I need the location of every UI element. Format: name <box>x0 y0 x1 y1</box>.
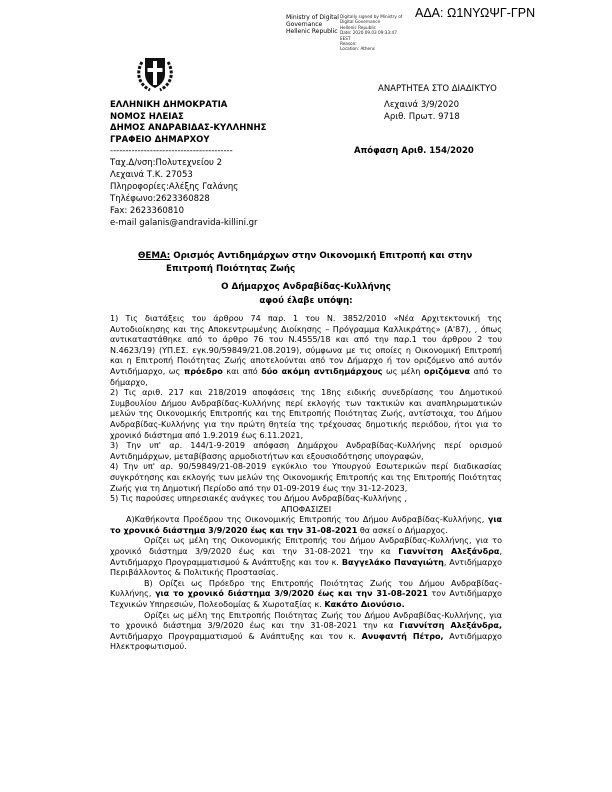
decision-a: Α)Καθήκοντα Προέδρου της Οικονομικής Επιτροπής του Δήμου Ανδραβίδας-Κυλλήνης, για το χρονικό διάστημα 3/9/2020 έως και την 31-08-2021 θα ασκεί ο Δήμαρχος. <box>110 515 502 535</box>
signature-line: Ministry of Digital <box>286 14 339 21</box>
decides-heading: ΑΠΟΦΑΣΙΖΕΙ <box>280 504 332 514</box>
decision-a-members: Ορίζει ως μέλη της Οικονομικής Επιτροπής του Δήμου Ανδραβίδας-Κυλλήνης, για το χρονικό διάστημα 3/9/2020 έως και την 31-08-2021 την κα Γιαννίτση Αλεξάνδρα, Αντιδήμαρχο Προγραμματισμού & Ανάπτυξης και τον κ. Βαγγελάκο Παναγιώτη, Αντιδήμαρχο Περιβάλλοντος & Πολιτικής Προστασίας. <box>110 536 502 578</box>
header-separator: ---------------------------------------- <box>110 146 233 156</box>
signature-line: Hellenic Republic <box>286 28 338 35</box>
coat-of-arms-icon <box>134 52 176 94</box>
signature-detail: Location: Athens <box>340 46 375 52</box>
signature-detail: EEST <box>340 35 351 41</box>
mayor-title: Ο Δήμαρχος Ανδραβίδας-Κυλλήνης <box>221 282 391 292</box>
contact-line: Λεχαινά Τ.Κ. 27053 <box>110 170 193 180</box>
contact-line: e-mail galanis@andravida-killini.gr <box>110 218 258 228</box>
contact-info <box>110 157 258 229</box>
considering-heading: αφού έλαβε υπόψη: <box>259 296 353 306</box>
consideration-5: 5) Τις παρούσες υπηρεσιακές ανάγκες του Δήμου Ανδραβίδας-Κυλλήνης , <box>110 494 407 504</box>
signature-detail: Hellenic Republic <box>340 24 376 30</box>
protocol-number: Αριθ. Πρωτ. 9718 <box>384 111 460 122</box>
header-line: ΕΛΛΗΝΙΚΗ ΔΗΜΟΚΡΑΤΙΑ <box>110 100 228 110</box>
header-line: ΝΟΜΟΣ ΗΛΕΙΑΣ <box>110 111 184 122</box>
decision-b-members: Ορίζει ως μέλη της Επιτροπής Ποιότητας Ζωής του Δήμου Ανδραβίδας-Κυλλήνης, για το χρονικό διάστημα 3/9/2020 έως και την 31-08-2021 την κα Γιαννίτση Αλεξάνδρα, Αντιδήμαρχο Προγραμματισμού & Ανάπτυξης και τον κ. Ανυφαντή Πέτρο, Αντιδήμαρχο Ηλεκτροφωτισμού. <box>110 610 502 652</box>
subject-label: ΘΕΜΑ: <box>138 251 171 261</box>
decision-number: Απόφαση Αριθ. 154/2020 <box>354 146 474 156</box>
consideration-3: 3) Την υπ' αρ. 144/1-9-2019 απόφαση Δημάρχου Ανδραβίδας-Κυλλήνης περί ορισμού Αντιδημάρχων, μεταβίβασης αρμοδιοτήτων και εξουσιοδότησης υπογραφών, <box>110 441 502 461</box>
digital-signature-details <box>340 14 402 52</box>
date-protocol-block <box>384 100 460 123</box>
header-line: ΔΗΜΟΣ ΑΝΔΡΑΒΙΔΑΣ-ΚΥΛΛΗΝΗΣ <box>110 123 267 133</box>
subject-block <box>138 250 472 275</box>
publish-online-label: ΑΝΑΡΤΗΤΕΑ ΣΤΟ ΔΙΑΔΙΚΤΥΟ <box>378 84 497 94</box>
signature-detail: Digital Governance <box>340 19 381 25</box>
consideration-2: 2) Τις αριθ. 217 και 218/2019 αποφάσεις της 18ης ειδικής συνεδρίασης του Δημοτικού Συμβουλίου Δήμου Ανδραβίδας-Κυλλήνης περί εκλογής των τακτικών και αναπληρωματικών μελών της Οικονομικής Επιτροπής και της Επιτροπής Ποιότητας Ζωής, αντίστοιχα, του Δήμου Ανδραβίδας-Κυλλήνης για την πρώτη θητεία της τρέχουσας δημοτικής περιόδου, ήτοι για το χρονικό διάστημα από 1.9.2019 έως 6.11.2021, <box>110 388 502 440</box>
contact-line: Πληροφορίες:Αλέξης Γαλάνης <box>110 182 239 192</box>
issuer-header <box>110 100 266 158</box>
contact-line: Ταχ.Δ/νση:Πολυτεχνείου 2 <box>110 158 223 168</box>
decision-body <box>110 314 502 653</box>
ada-code: ΑΔΑ: Ω1ΝΥΩΨΓ-ΓΡΝ <box>415 6 536 20</box>
subject-text: Ορισμός Αντιδημάρχων στην Οικονομική Επιτροπή και στην <box>170 251 473 261</box>
digital-signature-issuer <box>286 14 339 35</box>
consideration-4: 4) Την υπ' αρ. 90/59849/21-08-2019 εγκύκλιο του Υπουργού Εσωτερικών περί διαδικασίας συγκρότησης και εκλογής των μελών της Οικονομικής Επιτροπής και της Επιτροπής Ποιότητας Ζωής για τη Δημοτική Περίοδο από την 01-09-2019 έως την 31-12-2023, <box>110 462 502 493</box>
signature-detail: Date: 2020.09.03 09:33:47 <box>340 30 397 36</box>
signature-detail: Digitally signed by Ministry of <box>340 14 403 19</box>
place-date: Λεχαινά 3/9/2020 <box>384 100 460 110</box>
consideration-1: 1) Τις διατάξεις του άρθρου 74 παρ. 1 του Ν. 3852/2010 «Νέα Αρχιτεκτονική της Αυτοδιοίκησης και της Αποκεντρωμένης Διοίκησης – Πρόγραμμα Καλλικράτης» (Α'87), , όπως αντικαταστάθηκε από το άρθρο 76 του Ν.4555/18 και από την παρ.1 του άρθρου 2 του Ν.4623/19) (ΥΠ.ΕΣ. εγκ.90/59849/21.08.2019), σύμφωνα με τις οποίες η Οικονομική Επιτροπή και η Επιτροπή Ποιότητας Ζωής αποτελούνται από τον Δήμαρχο ή τον οριζόμενο από αυτόν Αντιδήμαρχο, ως πρόεδρο και από δύο ακόμη αντιδημάρχους ως μέλη οριζόμενα από το δήμαρχο, <box>110 314 502 387</box>
subject-text-cont: Επιτροπή Ποιότητας Ζωής <box>166 263 296 274</box>
contact-line: Fax: 2623360810 <box>110 206 184 216</box>
contact-line: Τηλέφωνο:2623360828 <box>110 194 210 204</box>
signature-line: Governance <box>286 21 323 28</box>
signature-detail: Reason: <box>340 41 357 47</box>
decision-b: Β) Ορίζει ως Πρόεδρο της Επιτροπής Ποιότητας Ζωής του Δήμου Ανδραβίδας-Κυλλήνης, για το χρονικό διάστημα 3/9/2020 έως και την 31-08-2021 τον Αντιδήμαρχο Τεχνικών Υπηρεσιών, Πολεοδομίας & Χωροταξίας κ. Κακάτο Διονύσιο. <box>110 578 503 610</box>
header-line: ΓΡΑΦΕΙΟ ΔΗΜΑΡΧΟΥ <box>110 134 210 145</box>
